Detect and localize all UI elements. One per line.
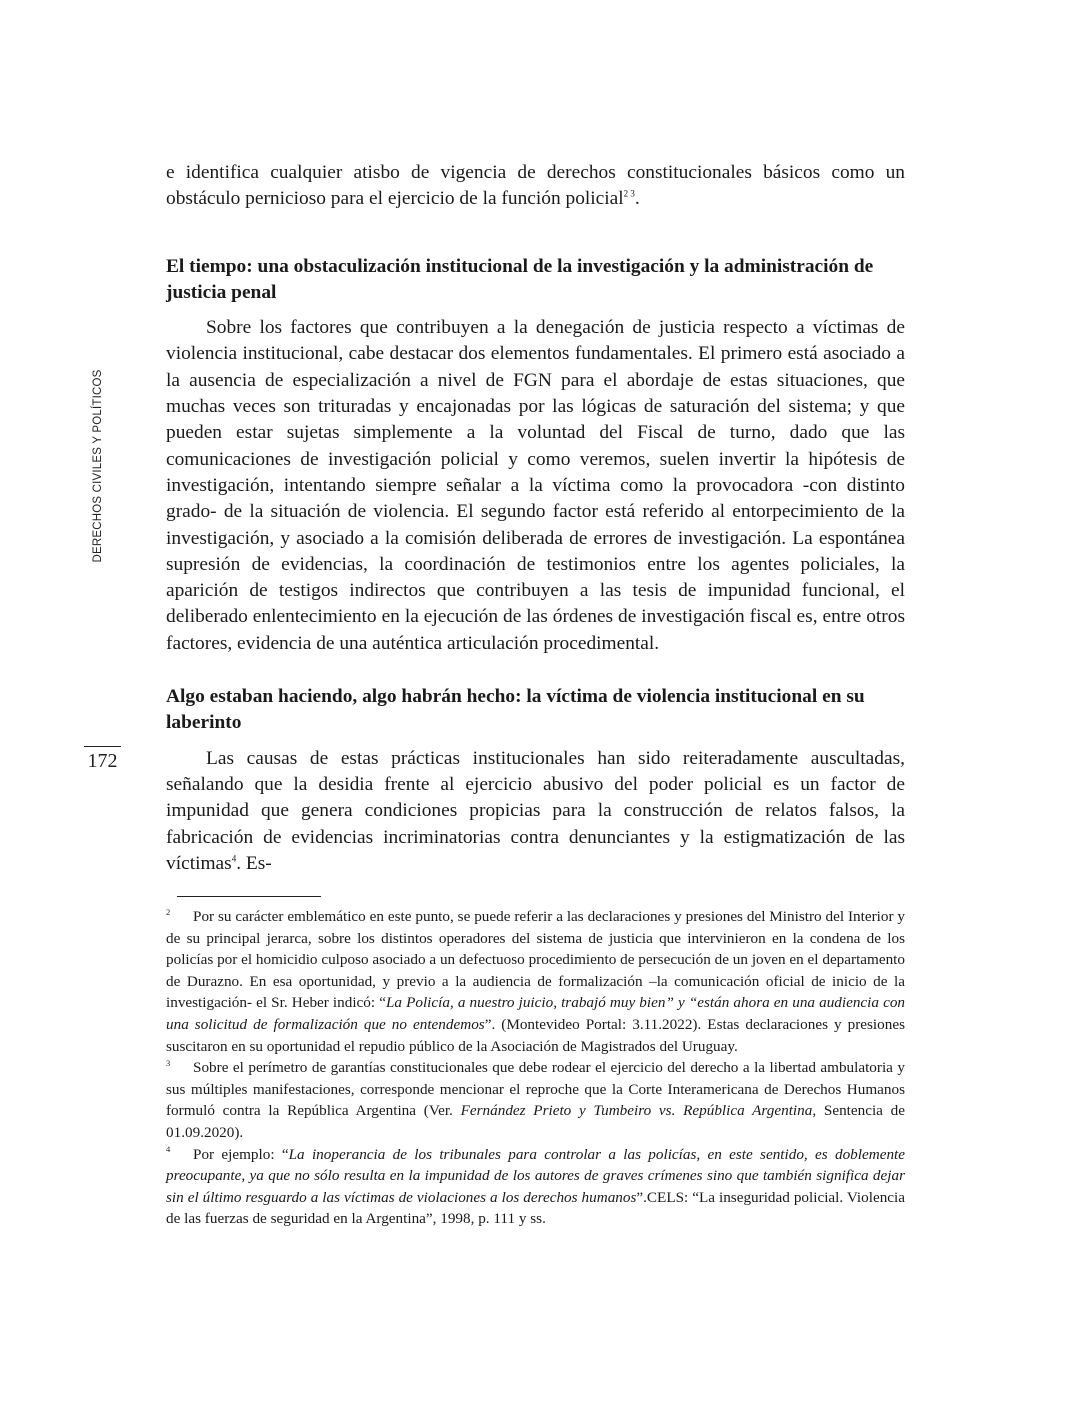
section2-text-end: . Es- bbox=[236, 852, 272, 874]
footnote-text: Sobre el perímetro de garantías constitucionales que debe rodear el ejercicio del derecho a la libertad ambulatoria y sus múltiples manifestaciones, corresponde mencionar el reproche que la Corte Interamericana de Derechos Humanos formuló contra la República Argentina (Ver. bbox=[166, 1059, 905, 1120]
section-running-label: DERECHOS CIVILES Y POLÍTICOS bbox=[92, 369, 104, 563]
section-heading-victim: Algo estaban haciendo, algo habrán hecho: la víctima de violencia institucional en su laberinto bbox=[166, 686, 865, 734]
section1-paragraph: Sobre los factores que contribuyen a la denegación de justicia respecto a víctimas de violencia institucional, cabe destacar dos elementos fundamentales. El primero está asociado a la ausencia de especialización a nivel de FGN para el abordaje de estas situaciones, que muchas veces son trituradas y encajonadas por las lógicas de saturación del sistema; y que pueden estar sujetas simplemente a la voluntad del Fiscal de turno, dado que las comunicaciones de investigación policial y como veremos, suelen invertir la hipótesis de investigación, intentando siempre señalar a la víctima como la provocadora -con distinto grado- de la situación de violencia. El segundo factor está referido al entorpecimiento de la investigación, y asociado a la comisión deliberada de errores de investigación. La espontánea supresión de evidencias, la coordinación de testimonios entre los agentes policiales, la aparición de testigos indirectos que contribuyen a las tesis de impunidad funcional, el deliberado enlentecimiento en la ejecución de las órdenes de investigación fiscal es, entre otros factores, evidencia de una auténtica articulación procedimental. bbox=[166, 317, 905, 654]
intro-paragraph bbox=[166, 160, 905, 213]
footnote-text: Fernández Prieto y Tumbeiro vs. República Argentina bbox=[460, 1102, 813, 1120]
footnote-4: 4 Por ejemplo: “La inoperancia de los tribunales para controlar a las policías, en este sentido, es doblemente preocupante, ya que no sólo resulta en la impunidad de los autores de graves crímenes sino que también significa dejar sin el último resguardo a las víctimas de violaciones a los derechos humanos”.CELS: “La inseguridad policial. Violencia de las fuerzas de seguridad en la Argentina”, 1998, p. 111 y ss. bbox=[166, 1144, 905, 1228]
footnote-ref-4: 4 bbox=[231, 853, 237, 864]
footnote-text: , Sentencia de 01.09.2020). bbox=[166, 1102, 906, 1141]
main-text bbox=[166, 160, 905, 877]
page-number-rule bbox=[84, 746, 121, 747]
footnote-3: 3 Sobre el perímetro de garantías constitucionales que debe rodear el ejercicio del derecho a la libertad ambulatoria y sus múltiples manifestaciones, corresponde mencionar el reproche que la Corte Interamericana de Derechos Humanos formuló contra la República Argentina (Ver. Fernández Prieto y Tumbeiro vs. República Argentina, Sentencia de 01.09.2020). bbox=[166, 1058, 906, 1141]
intro-end: . bbox=[634, 188, 640, 210]
footnote-2: 2 Por su carácter emblemático en este punto, se puede referir a las declaraciones y presiones del Ministro del Interior y de su principal jerarca, sobre los distintos operadores del sistema de justicia que intervinieron en la condena de los policías por el homicidio culposo asociado a un defectuoso procedimiento de persecución de un joven en el departamento de Durazno. En esa oportunidad, y previo a la audiencia de formalización –la comunicación oficial de inicio de la investigación- el Sr. Heber indicó: “La Policía, a nuestro juicio, trabajó muy bien” y “están ahora en una audiencia con una solicitud de formalización que no entendemos”. (Montevideo Portal: 3.11.2022). Estas declaraciones y presiones suscitaron en su oportunidad el repudio público de la Asociación de Magistrados del Uruguay. bbox=[166, 906, 906, 1055]
footnote-ref-2-3: 2 3 bbox=[623, 188, 635, 199]
footnote-rule bbox=[177, 896, 321, 897]
footnotes bbox=[166, 896, 905, 1230]
footnote-text: La Policía, a nuestro juicio, trabajó muy bien” y “están ahora en una audiencia con una solicitud de formalización que no entendemos bbox=[166, 994, 906, 1033]
footnote-text: Por su carácter emblemático en este punto, se puede referir a las declaraciones y presiones del Ministro del Interior y de su principal jerarca, sobre los distintos operadores del sistema de justicia que intervinieron en la condena de los policías por el homicidio culposo asociado a un defectuoso procedimiento de persecución de un joven en el departamento de Durazno. En esa oportunidad, y previo a la audiencia de formalización –la comunicación oficial de inicio de la investigación- el Sr. Heber indicó: “ bbox=[166, 908, 905, 1012]
intro-text: e identifica cualquier atisbo de vigencia de derechos constitucionales básicos como un obstáculo pernicioso para el ejercicio de la función policial bbox=[166, 162, 905, 210]
footnote-text: ”. (Montevideo Portal: 3.11.2022). Estas declaraciones y presiones suscitaron en su oportunidad el repudio público de la Asociación de Magistrados del Uruguay. bbox=[166, 1015, 905, 1055]
footnote-text: ”.CELS: “La inseguridad policial. Violencia de las fuerzas de seguridad en la Argentina”, 1998, p. 111 y ss. bbox=[166, 1188, 905, 1228]
section-heading-time: El tiempo: una obstaculización institucional de la investigación y la administración de justicia penal bbox=[166, 255, 874, 303]
footnote-text: Por ejemplo: “ bbox=[193, 1145, 289, 1163]
footnote-text: La inoperancia de los tribunales para controlar a las policías, en este sentido, es doblemente preocupante, ya que no sólo resulta en la impunidad de los autores de graves crímenes sino que también significa dejar sin el último resguardo a las víctimas de violaciones a los derechos humanos bbox=[166, 1145, 905, 1206]
section2-paragraph bbox=[166, 746, 905, 877]
page-number: 172 bbox=[87, 750, 118, 772]
section2-text: Las causas de estas prácticas institucionales han sido reiteradamente auscultadas, señalando que la desidia frente al ejercicio abusivo del poder policial es un factor de impunidad que genera condiciones propicias para la construcción de relatos falsos, la fabricación de evidencias incriminatorias contra denunciantes y la estigmatización de las víctimas bbox=[166, 747, 905, 874]
footnote-list bbox=[166, 906, 905, 1230]
